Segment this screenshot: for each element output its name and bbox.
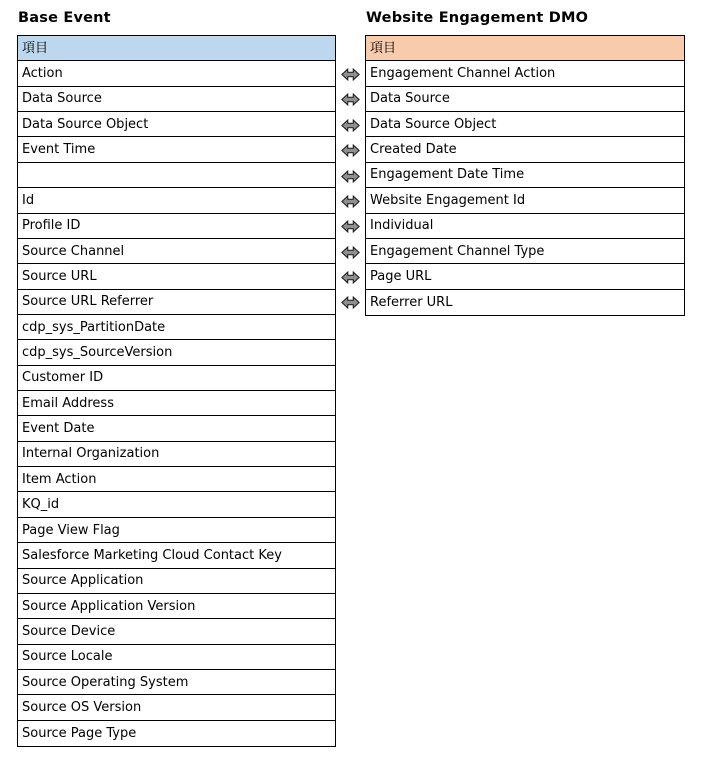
left-right-arrow-icon	[341, 93, 360, 106]
dmo-field-row: Website Engagement Id	[366, 188, 684, 213]
base-event-field-row: Item Action	[18, 467, 335, 492]
base-event-field-row: Source URL	[18, 264, 335, 289]
base-event-field-row: Event Date	[18, 416, 335, 441]
base-event-field-row: Data Source Object	[18, 112, 335, 137]
left-right-arrow-icon	[341, 296, 360, 309]
base-event-field-row: cdp_sys_PartitionDate	[18, 315, 335, 340]
base-event-field-row: Source Device	[18, 619, 335, 644]
base-event-field-row: Source Page Type	[22, 725, 137, 741]
mapping-arrow	[336, 87, 365, 112]
dmo-field-row: Data Source	[366, 87, 684, 112]
mapping-arrow	[336, 290, 365, 315]
mapping-arrow	[336, 113, 365, 138]
mapping-arrow	[336, 138, 365, 163]
mapping-arrows-column	[336, 35, 365, 315]
right-table-title: Website Engagement DMO	[366, 10, 589, 26]
base-event-field-row: Id	[18, 188, 335, 213]
left-right-arrow-icon	[341, 144, 360, 157]
left-right-arrow-icon	[341, 119, 360, 132]
dmo-field-row: Engagement Channel Action	[366, 61, 684, 86]
left-right-arrow-icon	[341, 246, 360, 259]
base-event-field-row: Internal Organization	[18, 442, 335, 467]
base-event-field-row	[18, 163, 335, 188]
base-event-field-row: Source OS Version	[18, 695, 335, 720]
base-event-field-row: Action	[18, 61, 335, 86]
mapping-arrow	[336, 189, 365, 214]
left-right-arrow-icon	[341, 68, 360, 81]
base-event-field-row: Source Locale	[18, 645, 335, 670]
mapping-arrow	[336, 239, 365, 264]
base-event-field-row: Source Application	[18, 569, 335, 594]
base-event-field-row: Source URL Referrer	[18, 290, 335, 315]
right-table-header-cell: 項目	[366, 36, 684, 61]
base-event-field-row: Data Source	[18, 87, 335, 112]
base-event-field-row: Source Channel	[18, 239, 335, 264]
dmo-field-row: Referrer URL	[370, 294, 453, 310]
mapping-arrow	[336, 214, 365, 239]
base-event-field-row: Customer ID	[18, 366, 335, 391]
left-right-arrow-icon	[341, 220, 360, 233]
dmo-field-row: Engagement Channel Type	[366, 239, 684, 264]
base-event-field-row: Page View Flag	[18, 518, 335, 543]
base-event-field-row: Profile ID	[18, 214, 335, 239]
gutter-header-spacer	[336, 35, 365, 62]
left-right-arrow-icon	[341, 170, 360, 183]
mapping-arrow	[336, 265, 365, 290]
dmo-field-row: Engagement Date Time	[366, 163, 684, 188]
base-event-table	[17, 35, 336, 747]
base-event-field-row: Source Operating System	[18, 670, 335, 695]
mapping-arrow	[336, 163, 365, 188]
left-right-arrow-icon	[341, 271, 360, 284]
dmo-field-row: Page URL	[366, 264, 684, 289]
base-event-field-row: Source Application Version	[18, 594, 335, 619]
dmo-field-row: Created Date	[366, 137, 684, 162]
left-table-title: Base Event	[18, 10, 111, 26]
base-event-field-row: KQ_id	[18, 492, 335, 517]
dmo-field-row: Data Source Object	[366, 112, 684, 137]
base-event-field-row: Email Address	[18, 391, 335, 416]
base-event-field-row: Salesforce Marketing Cloud Contact Key	[18, 543, 335, 568]
website-engagement-dmo-table	[365, 35, 685, 316]
dmo-field-row: Individual	[366, 214, 684, 239]
left-table-header-cell: 項目	[18, 36, 335, 61]
base-event-field-row: Event Time	[18, 137, 335, 162]
left-right-arrow-icon	[341, 195, 360, 208]
mapping-arrow	[336, 62, 365, 87]
base-event-field-row: cdp_sys_SourceVersion	[18, 340, 335, 365]
